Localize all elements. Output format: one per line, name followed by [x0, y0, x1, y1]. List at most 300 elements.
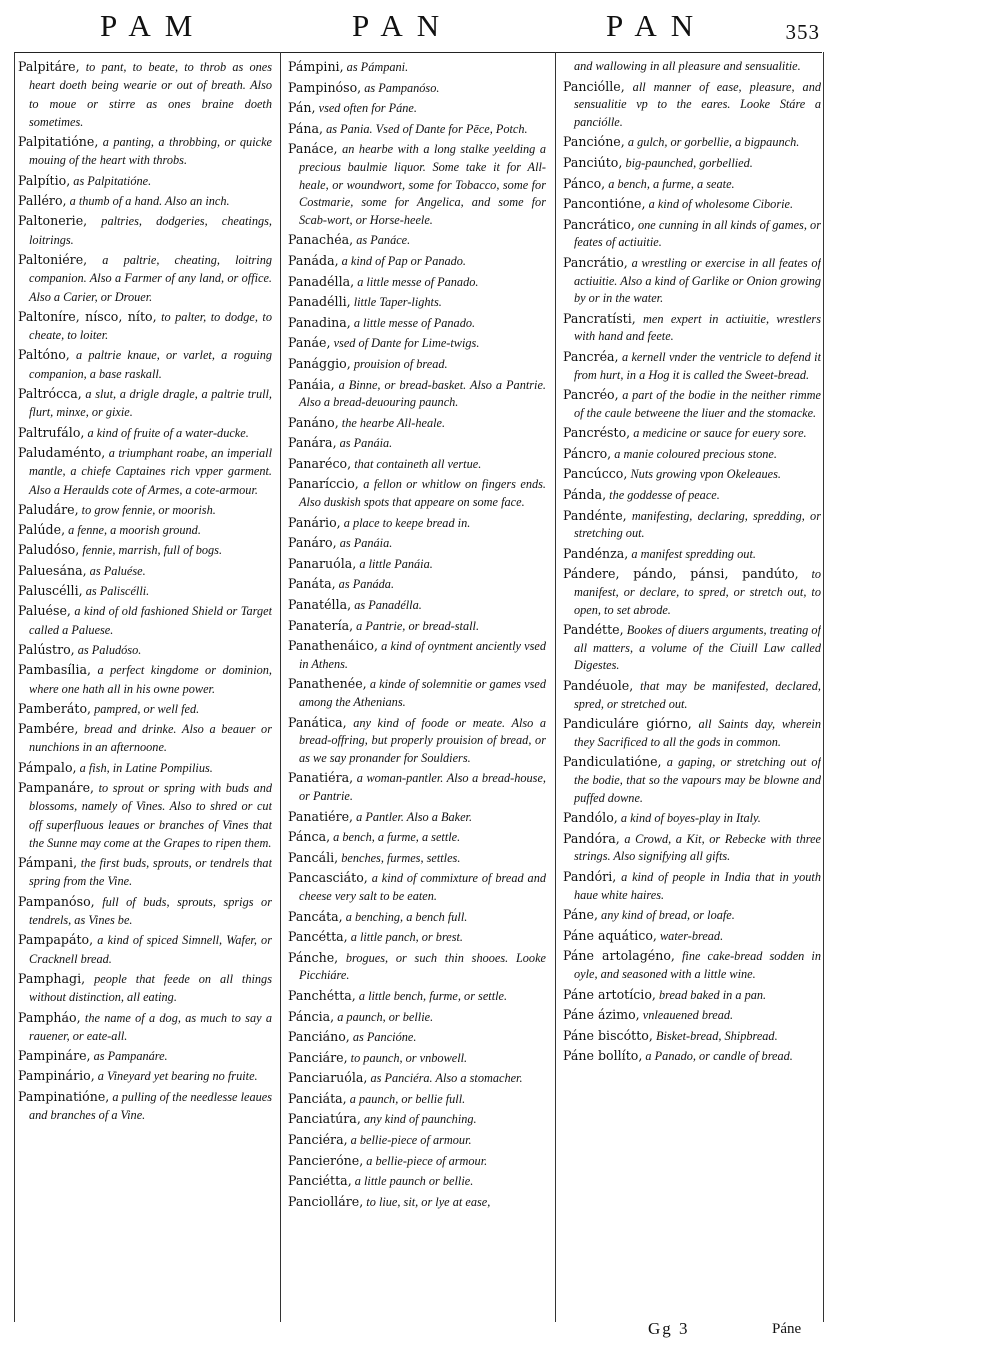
- entry-headword: Panaríccio,: [288, 476, 359, 492]
- entry-definition: a fish, in Latine Pompilius.: [76, 760, 213, 775]
- entry-headword: Panáia,: [288, 376, 335, 392]
- header-middle-guide-word: PAN: [352, 8, 454, 43]
- entry-headword: Pán,: [288, 100, 316, 116]
- entry-definition: a woman-pantler. Also a bread-house, or Pantrie.: [299, 771, 546, 803]
- entry-definition: a triumphant roabe, an imperiall mantle, a chiefe Captaines rich vpper garment. Also a Heraulds cote of Armes, a cote-armour.: [29, 445, 272, 497]
- dictionary-entry: [288, 1152, 546, 1171]
- entry-headword: Paluscélli,: [18, 583, 83, 599]
- dictionary-entry: [563, 348, 821, 384]
- entry-headword: Paltrufálo,: [18, 424, 85, 440]
- dictionary-entry: [18, 308, 272, 345]
- column-rule-2: [555, 52, 556, 1322]
- dictionary-entry: [288, 1090, 546, 1109]
- entry-headword: Pandénte,: [563, 507, 627, 523]
- entry-definition: a thumb of a hand. Also an inch.: [66, 194, 230, 209]
- entry-headword: Pánda,: [563, 487, 607, 503]
- entry-definition: that may be manifested, declared, spred, or stretched out.: [574, 679, 821, 711]
- entry-definition: as Pampanóso.: [361, 80, 440, 95]
- dictionary-entry: [288, 314, 546, 333]
- dictionary-entry: [563, 753, 821, 807]
- entry-headword: Panciáre,: [288, 1049, 348, 1065]
- dictionary-entry: [18, 212, 272, 249]
- entry-definition: a kind of wholesome Ciborie.: [645, 197, 794, 212]
- entry-definition: a kind of people in India that in youth haue white haires.: [574, 869, 821, 902]
- entry-headword: Páne,: [563, 907, 598, 923]
- dictionary-entry: [288, 455, 546, 474]
- entry-definition: a kind of old fashioned Shield or Target called a Paluese.: [29, 604, 272, 637]
- entry-headword: Panathenée,: [288, 676, 367, 692]
- dictionary-entry: [563, 133, 821, 152]
- dictionary-entry: [563, 868, 821, 904]
- entry-definition: a kind of Pap or Panado.: [338, 253, 467, 268]
- dictionary-entry: [288, 1193, 546, 1212]
- entry-definition: all Saints day, wherein they Sacrificed to all the gods in common.: [574, 717, 821, 749]
- dictionary-entry: [18, 58, 272, 131]
- entry-headword: Pambére,: [18, 721, 79, 737]
- entry-definition: as Pania. Vsed of Dante for Pēce, Potch.: [323, 121, 528, 136]
- entry-headword: Panára,: [288, 435, 337, 451]
- entry-definition: all manner of ease, pleasure, and sensualitie vp to the eares. Looke Stáre a panciólle.: [574, 79, 821, 129]
- dictionary-entry: [288, 1008, 546, 1027]
- dictionary-entry: [18, 641, 272, 659]
- entry-headword: Pancáta,: [288, 908, 343, 924]
- entry-definition: and wallowing in all pleasure and sensualitie.: [574, 59, 801, 73]
- entry-definition: as Pancióne.: [349, 1030, 417, 1045]
- entry-definition: a paltrie, cheating, loitring companion. Also a Farmer of any land, or office. Also a Carier, or Drouer.: [29, 252, 272, 304]
- page-footer: [0, 1319, 983, 1349]
- dictionary-entry: [563, 621, 821, 675]
- entry-definition: a slut, a drigle dragle, a paltrie trull, flurt, minxe, or gixie.: [29, 387, 272, 420]
- entry-definition: as Panáia.: [336, 436, 393, 451]
- entry-definition: one cunning in all kinds of games, or feates of actiuitie.: [574, 217, 821, 250]
- dictionary-entry: [563, 486, 821, 505]
- entry-definition: Bookes of diuers arguments, treating of all matters, a volume of the Ciuill Law called Digestes.: [574, 623, 821, 673]
- entry-headword: Pancratísti,: [563, 310, 636, 326]
- dictionary-entry: [288, 293, 546, 312]
- dictionary-entry: [18, 582, 272, 600]
- column-rule-left: [14, 52, 15, 1322]
- dictionary-entry: [288, 355, 546, 374]
- entry-definition: a pulling of the needlesse leaues and branches of a Vine.: [29, 1089, 272, 1123]
- dictionary-entry: [18, 759, 272, 777]
- entry-headword: Pandóri,: [563, 868, 617, 884]
- entry-headword: Pancrátio,: [563, 254, 628, 270]
- entry-headword: Pamphagi,: [18, 970, 86, 986]
- dictionary-entry: [288, 808, 546, 827]
- entry-definition: fine cake-bread sodden in oyle, and seasoned with a little wine.: [574, 949, 821, 981]
- dictionary-entry: [288, 434, 546, 453]
- entry-headword: Panatiére,: [288, 808, 354, 824]
- entry-definition: a panting, a throbbing, or quicke mouing of the heart with throbs.: [29, 135, 272, 168]
- entry-definition: big-paunched, gorbellied.: [622, 155, 753, 170]
- dictionary-entry: [288, 575, 546, 594]
- dictionary-entry: [288, 376, 546, 412]
- dictionary-entry: [18, 1067, 272, 1085]
- entry-headword: Páne aquático,: [563, 927, 657, 943]
- dictionary-entry: [18, 893, 272, 930]
- dictionary-entry: [18, 661, 272, 698]
- entry-headword: Pána,: [288, 120, 324, 136]
- entry-headword: Palúde,: [18, 522, 66, 538]
- entry-headword: Palléro,: [18, 193, 67, 209]
- entry-definition: a place to keepe bread in.: [340, 515, 471, 530]
- entry-headword: Panáno,: [288, 414, 339, 430]
- entry-headword: Pancétta,: [288, 929, 348, 945]
- entry-definition: full of buds, sprouts, sprigs or tendrels, as Vines be.: [29, 894, 272, 928]
- dictionary-entry: [563, 78, 821, 132]
- entry-definition: a wrestling or exercise in all feates of actiuitie. Also a kind of Garlike or Onion growing by or in the water.: [574, 255, 821, 306]
- entry-definition: a fellon or whitlow on fingers ends. Also duskish spots that appeare on some face.: [299, 477, 546, 510]
- dictionary-entry: [288, 714, 546, 768]
- dictionary-entry: [288, 1172, 546, 1191]
- entry-headword: Pánca,: [288, 829, 331, 845]
- entry-definition: a gulch, or gorbellie, a bigpaunch.: [624, 135, 800, 150]
- entry-definition: a perfect kingdome or dominion, where one hath all in his owne power.: [29, 663, 272, 696]
- entry-definition: that containeth all vertue.: [351, 456, 482, 471]
- entry-headword: Panaréco,: [288, 455, 352, 471]
- entry-definition: a kind of spiced Simnell, Wafer, or Cracknell bread.: [29, 933, 272, 966]
- entry-headword: Pancúcco,: [563, 466, 628, 482]
- dictionary-entry: [563, 677, 821, 713]
- dictionary-entry: [18, 444, 272, 499]
- entry-headword: Pándere, pándo, pánsi, pandúto,: [563, 566, 799, 582]
- entry-definition: as Paluése.: [86, 563, 146, 578]
- entry-headword: Paltoniére,: [18, 251, 88, 267]
- dictionary-entry: [288, 1069, 546, 1088]
- dictionary-entry: [288, 231, 546, 250]
- entry-definition: pampred, or well fed.: [91, 701, 200, 716]
- dictionary-entry: [18, 251, 272, 306]
- dictionary-entry: [18, 501, 272, 519]
- dictionary-entry: [563, 195, 821, 214]
- dictionary-entry: [563, 310, 821, 346]
- entry-definition: a kind of oyntment anciently vsed in Athens.: [299, 639, 546, 671]
- entry-definition: a bellie-piece of armour.: [347, 1133, 472, 1148]
- entry-headword: Panatélla,: [288, 597, 352, 613]
- entry-headword: Pamberáto,: [18, 700, 92, 716]
- entry-definition: water-bread.: [656, 928, 724, 943]
- entry-definition: a fenne, a moorish ground.: [65, 523, 201, 538]
- dictionary-entry: [288, 414, 546, 433]
- dictionary-entry: [288, 140, 546, 229]
- dictionary-entry: [288, 769, 546, 805]
- entry-headword: Páncro,: [563, 445, 612, 461]
- dictionary-entry: [563, 1006, 821, 1025]
- dictionary-entry: [563, 175, 821, 194]
- dictionary-entry: [18, 970, 272, 1007]
- entry-headword: Pampháo,: [18, 1009, 81, 1025]
- entry-definition: to manifest, or declare, to spred, or stretch out, to open, to set abrode.: [574, 567, 821, 617]
- entry-headword: Panática,: [288, 714, 347, 730]
- entry-headword: Panággio,: [288, 355, 351, 371]
- entry-definition: a Vineyard yet bearing no fruite.: [94, 1069, 258, 1084]
- entry-definition: as Panáce.: [353, 233, 411, 248]
- dictionary-entry: [563, 254, 821, 308]
- entry-headword: Panatería,: [288, 617, 354, 633]
- entry-definition: as Pampanáre.: [90, 1049, 168, 1064]
- header-right-guide-word: PAN: [606, 8, 708, 43]
- dictionary-entry: [288, 555, 546, 574]
- entry-headword: Pandénza,: [563, 545, 629, 561]
- entry-headword: Pandólo,: [563, 810, 618, 826]
- dictionary-entry: [563, 927, 821, 946]
- entry-headword: Panário,: [288, 514, 341, 530]
- entry-definition: a kinde of solemnitie or games vsed among the Athenians.: [299, 677, 546, 709]
- dictionary-entry: [18, 133, 272, 170]
- entry-headword: Pampapáto,: [18, 932, 94, 948]
- page-number: 353: [785, 20, 820, 44]
- entry-definition: a part of the bodie in the neither rimme of the caule betweene the liuer and the stomacke.: [574, 388, 821, 420]
- entry-definition: to palter, to dodge, to cheate, to loiter.: [29, 309, 272, 343]
- entry-definition: as Pámpani.: [343, 60, 409, 74]
- entry-definition: Bisket-bread, Shipbread.: [652, 1028, 778, 1043]
- entry-headword: Palpitatióne,: [18, 134, 99, 150]
- entry-definition: a Pantrie, or bread-stall.: [353, 618, 480, 633]
- entry-headword: Pámpani,: [18, 855, 78, 871]
- entry-headword: Pandiculáre giórno,: [563, 716, 692, 732]
- dictionary-entry: [288, 58, 546, 77]
- dictionary-entry: [18, 700, 272, 718]
- entry-headword: Panaruóla,: [288, 555, 357, 571]
- dictionary-entry: [563, 507, 821, 543]
- column-left: [18, 58, 272, 1126]
- dictionary-entry: [288, 99, 546, 118]
- entry-headword: Palpitáre,: [18, 59, 80, 74]
- entry-headword: Pampanáre,: [18, 779, 95, 795]
- dictionary-entry: [18, 192, 272, 210]
- dictionary-entry: [288, 514, 546, 533]
- entry-headword: Panáce,: [288, 141, 338, 157]
- entry-definition: any kind of foode or meate. Also a bread-offring, but properly prouision of bread, or as we say pronander for Souldiers.: [299, 715, 546, 765]
- column-right: [563, 58, 821, 1068]
- dictionary-entry: [288, 849, 546, 868]
- entry-headword: Panchétta,: [288, 987, 356, 1003]
- entry-headword: Pancréo,: [563, 387, 619, 403]
- entry-headword: Pandéuole,: [563, 678, 634, 693]
- entry-headword: Panadélli,: [288, 294, 351, 310]
- entry-headword: Pandétte,: [563, 622, 624, 638]
- entry-headword: Paludóso,: [18, 542, 80, 558]
- header-rule: [14, 52, 822, 53]
- dictionary-entry: [288, 1028, 546, 1047]
- entry-definition: as Panciéra. Also a stomacher.: [367, 1071, 523, 1086]
- entry-definition: vnleauened bread.: [639, 1008, 734, 1023]
- entry-headword: Pandóra,: [563, 830, 620, 846]
- dictionary-entry: [288, 273, 546, 292]
- entry-headword: Panciétta,: [288, 1173, 352, 1189]
- entry-headword: Paltóno,: [18, 347, 70, 363]
- entry-definition: men expert in actiuitie, wrestlers with hand and feete.: [574, 311, 821, 344]
- entry-definition: the first buds, sprouts, or tendrels that spring from the Vine.: [29, 856, 272, 889]
- entry-headword: Panáda,: [288, 252, 339, 268]
- entry-headword: Pancontióne,: [563, 196, 646, 212]
- entry-headword: Panciáno,: [288, 1029, 350, 1045]
- entry-definition: as Panáda.: [335, 577, 395, 592]
- entry-definition: a manie coloured precious stone.: [611, 446, 777, 461]
- entry-headword: Panatiéra,: [288, 770, 354, 786]
- dictionary-entry: [563, 947, 821, 983]
- entry-definition: the goddesse of peace.: [606, 488, 720, 503]
- entry-definition: a paunch, or bellie.: [334, 1009, 434, 1024]
- entry-headword: Panachéa,: [288, 232, 354, 248]
- entry-headword: Pánche,: [288, 949, 339, 965]
- dictionary-entry: [288, 475, 546, 511]
- dictionary-entry: [563, 216, 821, 252]
- entry-headword: Pancrésto,: [563, 425, 631, 441]
- entry-definition: prouision of bread.: [350, 356, 448, 371]
- dictionary-entry: [563, 386, 821, 422]
- entry-definition: the hearbe All-heale.: [338, 415, 446, 430]
- catchword: Páne: [772, 1321, 802, 1337]
- entry-headword: Panciólle,: [563, 78, 625, 94]
- entry-headword: Pampináre,: [18, 1048, 91, 1064]
- entry-headword: Pámpalo,: [18, 759, 77, 775]
- entry-headword: Pancréa,: [563, 348, 619, 364]
- entry-headword: Paludaménto,: [18, 444, 106, 460]
- entry-definition: a kind of fruite of a water-ducke.: [84, 425, 249, 440]
- entry-definition: paltries, dodgeries, cheatings, loitrings.: [29, 214, 272, 247]
- entry-headword: Palpítio,: [18, 172, 71, 188]
- entry-headword: Panciaruóla,: [288, 1070, 368, 1086]
- dictionary-entry: [288, 637, 546, 673]
- dictionary-entry: [288, 1110, 546, 1129]
- dictionary-entry: [288, 534, 546, 553]
- entry-definition: a Binne, or bread-basket. Also a Pantrie. Also a bread-deuouring paunch.: [299, 377, 546, 410]
- dictionary-entry: [18, 602, 272, 639]
- entry-definition: an hearbe with a long stalke yeelding a precious baulmie liquor. Some take it for All-heale, or woundwort, some for Tobacco, some for Costmarie, some for Angelica, and some for Scab-wort, or Horse-heele.: [299, 142, 546, 227]
- dictionary-entry: [288, 617, 546, 636]
- dictionary-entry: [288, 1049, 546, 1068]
- entry-definition: a bench, a furme, a seate.: [605, 176, 735, 191]
- entry-definition: as Paludóso.: [74, 642, 142, 657]
- dictionary-entry: [18, 1088, 272, 1125]
- dictionary-entry: [563, 986, 821, 1005]
- entry-definition: a kernell vnder the ventricle to defend it from hurt, in a Hog it is called the Sweet-bread.: [574, 349, 821, 382]
- dictionary-entry: [563, 1047, 821, 1066]
- entry-definition: a little bench, furme, or settle.: [355, 988, 508, 1003]
- entry-definition: a gaping, or stretching out of the bodie, that so the vapours may be blowne and puffed downe.: [574, 755, 821, 805]
- entry-headword: Pampanóso,: [18, 893, 95, 909]
- dictionary-entry: [288, 334, 546, 353]
- dictionary-entry: [563, 565, 821, 619]
- entry-definition: a Pantler. Also a Baker.: [353, 809, 473, 824]
- dictionary-entry: [18, 854, 272, 891]
- dictionary-entry: [563, 545, 821, 564]
- entry-definition: people that feede on all things without distinction, all eating.: [29, 971, 272, 1005]
- entry-headword: Páncia,: [288, 1008, 335, 1024]
- dictionary-entry: [563, 906, 821, 925]
- entry-definition: a medicine or sauce for euery sore.: [630, 426, 807, 441]
- entry-definition: benches, furmes, settles.: [338, 850, 461, 865]
- dictionary-entry: [18, 779, 272, 852]
- entry-definition: a Panado, or candle of bread.: [642, 1049, 793, 1064]
- dictionary-entry: [563, 1027, 821, 1046]
- entry-headword: Pancáli,: [288, 849, 339, 865]
- entry-definition: to paunch, or vnbowell.: [347, 1050, 468, 1065]
- dictionary-entry: [18, 346, 272, 383]
- entry-headword: Pampinatióne,: [18, 1088, 110, 1104]
- entry-definition: brogues, or such thin shooes. Looke Picchiáre.: [299, 950, 546, 983]
- entry-headword: Páne artolagéno,: [563, 948, 675, 964]
- dictionary-entry: [18, 424, 272, 442]
- entry-headword: Panáe,: [288, 335, 331, 351]
- dictionary-entry: [288, 79, 546, 98]
- entry-definition: a Crowd, a Kit, or Rebecke with three strings. Also signifying all gifts.: [574, 831, 821, 864]
- entry-definition: as Paliscélli.: [82, 584, 150, 599]
- entry-headword: Panciúto,: [563, 154, 623, 170]
- entry-definition: Nuts growing vpon Okeleaues.: [627, 467, 781, 482]
- entry-definition: a little Panáia.: [356, 556, 433, 571]
- entry-headword: Panciáta,: [288, 1090, 347, 1106]
- entry-definition: vsed often for Páne.: [315, 101, 417, 116]
- dictionary-entry: [563, 154, 821, 173]
- entry-definition: to liue, sit, or lye at ease,: [363, 1194, 491, 1209]
- entry-headword: Panáro,: [288, 535, 337, 551]
- entry-definition: a kind of boyes-play in Italy.: [617, 811, 761, 826]
- entry-headword: Paluesána,: [18, 562, 87, 578]
- entry-definition: a kind of commixture of bread and cheese very salt to be eaten.: [299, 871, 546, 903]
- dictionary-entry: [18, 385, 272, 422]
- dictionary-entry: [288, 828, 546, 847]
- column-middle: [288, 58, 546, 1213]
- dictionary-entry: [18, 931, 272, 968]
- entry-definition: fennie, marrish, full of bogs.: [79, 543, 223, 558]
- entry-headword: Panáta,: [288, 576, 336, 592]
- entry-definition: a bellie-piece of armour.: [363, 1153, 488, 1168]
- entry-definition: manifesting, declaring, spredding, or stretching out.: [574, 508, 821, 541]
- entry-definition: to pant, to beate, to throb as ones heart doeth being wearie or out of breath. Also to moue or stirre as ones braine doeth sometimes.: [29, 60, 272, 129]
- entry-headword: Panathenáico,: [288, 638, 378, 654]
- entry-headword: Pámpini,: [288, 59, 344, 74]
- dictionary-entry: [18, 541, 272, 559]
- entry-headword: Páne artotício,: [563, 986, 656, 1002]
- dictionary-entry: [288, 987, 546, 1006]
- entry-headword: Páne ázimo,: [563, 1007, 640, 1023]
- entry-headword: Pancieróne,: [288, 1152, 364, 1168]
- header-left-guide-word: PAM: [100, 8, 207, 43]
- dictionary-entry: [288, 120, 546, 139]
- entry-headword: Pambasília,: [18, 662, 91, 678]
- entry-headword: Palústro,: [18, 641, 75, 657]
- entry-definition: vsed of Dante for Lime-twigs.: [330, 336, 480, 351]
- entry-headword: Pancióne,: [563, 134, 625, 150]
- entry-definition: the name of a dog, as much to say a rauener, or eate-all.: [29, 1010, 272, 1043]
- entry-definition: a paunch, or bellie full.: [346, 1091, 466, 1106]
- column-rule-right: [823, 52, 824, 1322]
- entry-definition: a little messe of Panado.: [354, 274, 479, 289]
- entry-headword: Paluése,: [18, 603, 71, 619]
- entry-definition: a manifest spredding out.: [628, 546, 756, 561]
- dictionary-entry: [288, 928, 546, 947]
- entry-headword: Panadina,: [288, 314, 351, 330]
- dictionary-entry: [288, 869, 546, 905]
- entry-definition: any kind of paunching.: [360, 1112, 477, 1127]
- entry-headword: Páne bollíto,: [563, 1048, 643, 1064]
- dictionary-entry: [288, 596, 546, 615]
- dictionary-entry: [288, 1131, 546, 1150]
- entry-definition: bread baked in a pan.: [655, 987, 767, 1002]
- dictionary-entry: [288, 252, 546, 271]
- column-rule-1: [280, 52, 281, 1322]
- dictionary-entry: [563, 465, 821, 484]
- entry-headword: Panciolláre,: [288, 1193, 364, 1209]
- entry-headword: Paltonerie,: [18, 213, 88, 229]
- dictionary-entry: [563, 809, 821, 828]
- entry-headword: Pánco,: [563, 175, 606, 191]
- signature-mark: Gg 3: [648, 1319, 690, 1338]
- entry-headword: Pandiculatióne,: [563, 754, 662, 770]
- entry-definition: to grow fennie, or moorish.: [78, 502, 216, 517]
